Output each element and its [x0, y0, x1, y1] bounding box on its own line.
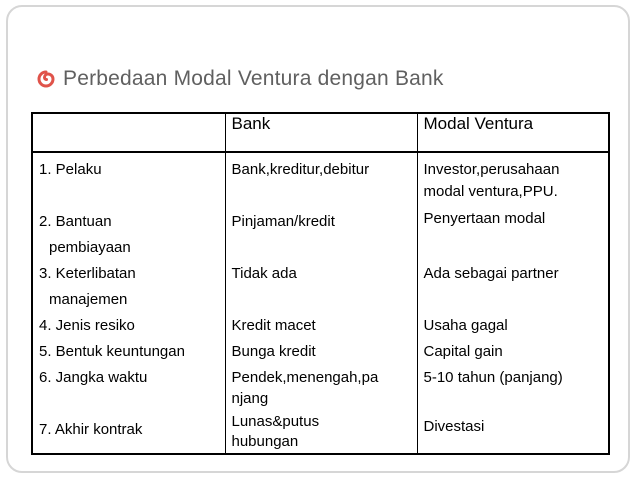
slide-title: Perbedaan Modal Ventura dengan Bank: [63, 67, 444, 90]
aspect-item: pembiayaan: [49, 239, 131, 256]
aspect-item: 2. Bantuan: [39, 213, 112, 230]
modal-ventura-item: Penyertaan modal: [423, 210, 546, 227]
aspect-item: 4. Jenis resiko: [39, 317, 135, 334]
aspect-item: manajemen: [49, 291, 128, 308]
header-cell-bank: Bank: [225, 113, 417, 152]
aspect-item: 1. Pelaku: [39, 161, 102, 178]
modal-ventura-item: modal ventura,PPU.: [423, 183, 558, 200]
table-body-row: [32, 152, 609, 454]
header-cell-modal-ventura: Modal Ventura: [417, 113, 609, 152]
modal-ventura-item: Investor,perusahaan: [423, 161, 560, 178]
bank-item: Pinjaman/kredit: [231, 213, 335, 230]
modal-ventura-item: Divestasi: [423, 418, 485, 435]
bank-item: Bank,kreditur,debitur: [231, 161, 370, 178]
modal-ventura-item: 5-10 tahun (panjang): [423, 369, 563, 386]
modal-ventura-item: Usaha gagal: [423, 317, 508, 334]
aspect-item: 6. Jangka waktu: [39, 369, 148, 386]
modal-ventura-item: Capital gain: [423, 343, 503, 360]
modal-ventura-item: Ada sebagai partner: [423, 265, 559, 282]
bank-item: njang: [231, 390, 269, 407]
bank-item: Tidak ada: [231, 265, 297, 282]
comparison-table: [31, 112, 610, 455]
bank-column: [225, 152, 417, 454]
aspect-column: [32, 152, 225, 454]
bank-item: Kredit macet: [231, 317, 316, 334]
aspect-item: 5. Bentuk keuntungan: [39, 343, 185, 360]
aspect-item: 3. Keterlibatan: [39, 265, 136, 282]
table-header-row: [32, 113, 609, 152]
aspect-item: 7. Akhir kontrak: [39, 421, 143, 438]
slide-title-row: [37, 64, 444, 94]
bank-item: Lunas&putus: [231, 413, 320, 430]
bank-item: hubungan: [231, 433, 299, 450]
header-cell-aspect: [32, 113, 225, 152]
modal-ventura-column: [417, 152, 609, 454]
bank-item: Bunga kredit: [231, 343, 316, 360]
swirl-bullet-icon: [37, 70, 55, 88]
bank-item: Pendek,menengah,pa: [231, 369, 379, 386]
